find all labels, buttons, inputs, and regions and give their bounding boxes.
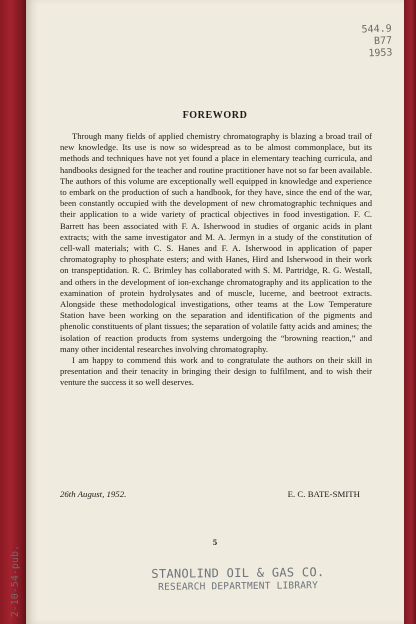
call-number-line: 544.9: [361, 23, 392, 36]
signature-date: 26th August, 1952.: [60, 489, 127, 499]
pencil-call-number: [361, 23, 392, 60]
library-stamp: [138, 565, 338, 594]
stamp-company: STANOLIND OIL & GAS CO.: [151, 565, 325, 581]
book-binding-right: [404, 0, 416, 624]
page-title: FOREWORD: [182, 110, 248, 121]
signature-name: E. C. BATE-SMITH: [287, 489, 360, 499]
book-binding-left: [0, 0, 26, 624]
stamp-department: RESEARCH DEPARTMENT LIBRARY: [158, 580, 319, 593]
call-number-line: B77: [373, 35, 393, 48]
paragraph: I am happy to commend this work and to congratulate the authors on their skill in presentation and their tenacity in bringing their design to fulfilment, and to wish their venture the success it so well deserves.: [60, 355, 372, 388]
handwritten-margin-note: 2-10-54-pub.: [10, 545, 21, 618]
call-number-line: 1953: [368, 47, 393, 60]
paragraph: Through many fields of applied chemistry chromatography is blazing a broad trail of new knowledge. Its use is now so widespread as to be almost commonplace, but its methods and techniques have not yet found a place in elementary teaching curricula, and handbooks designed for the teacher and routine practitioner have not so far been available. The authors of this volume are exceptionally well equipped in knowledge and experience to embark on the production of such a handbook, for they have, since the end of the war, been constantly occupied with the development of new chromatographic techniques and their application to a wide variety of practical objectives in food investigation. F. C. Barrett has been associated with F. A. Isherwood in studies of organic acids in plant extracts; with the same investigator and M. A. Jermyn in a study of the constitution of cell-wall materials; with C. S. Hanes and F. A. Isherwood in application of paper chromatography to phosphate esters; and with Hanes, Hird and Isherwood in their work on transpeptidation. R. C. Brimley has collaborated with S. M. Partridge, R. G. Westall, and others in the development of ion-exchange chromatography and its application to the examination of protein hydrolysates and of muscle, lucerne, and beetroot extracts. Alongside these methodological investigations, other teams at the Low Temperature Station have been working on the separation and identification of the pigments and phenolic constituents of plant tissues; the separation of volatile fatty acids and amines; the isolation of reaction products from systems undergoing the “browning reaction,” and many other incidental researches involving chromatography.: [60, 131, 372, 354]
book-page: [26, 0, 404, 624]
foreword-body: [60, 131, 372, 389]
page-number: 5: [212, 537, 218, 547]
